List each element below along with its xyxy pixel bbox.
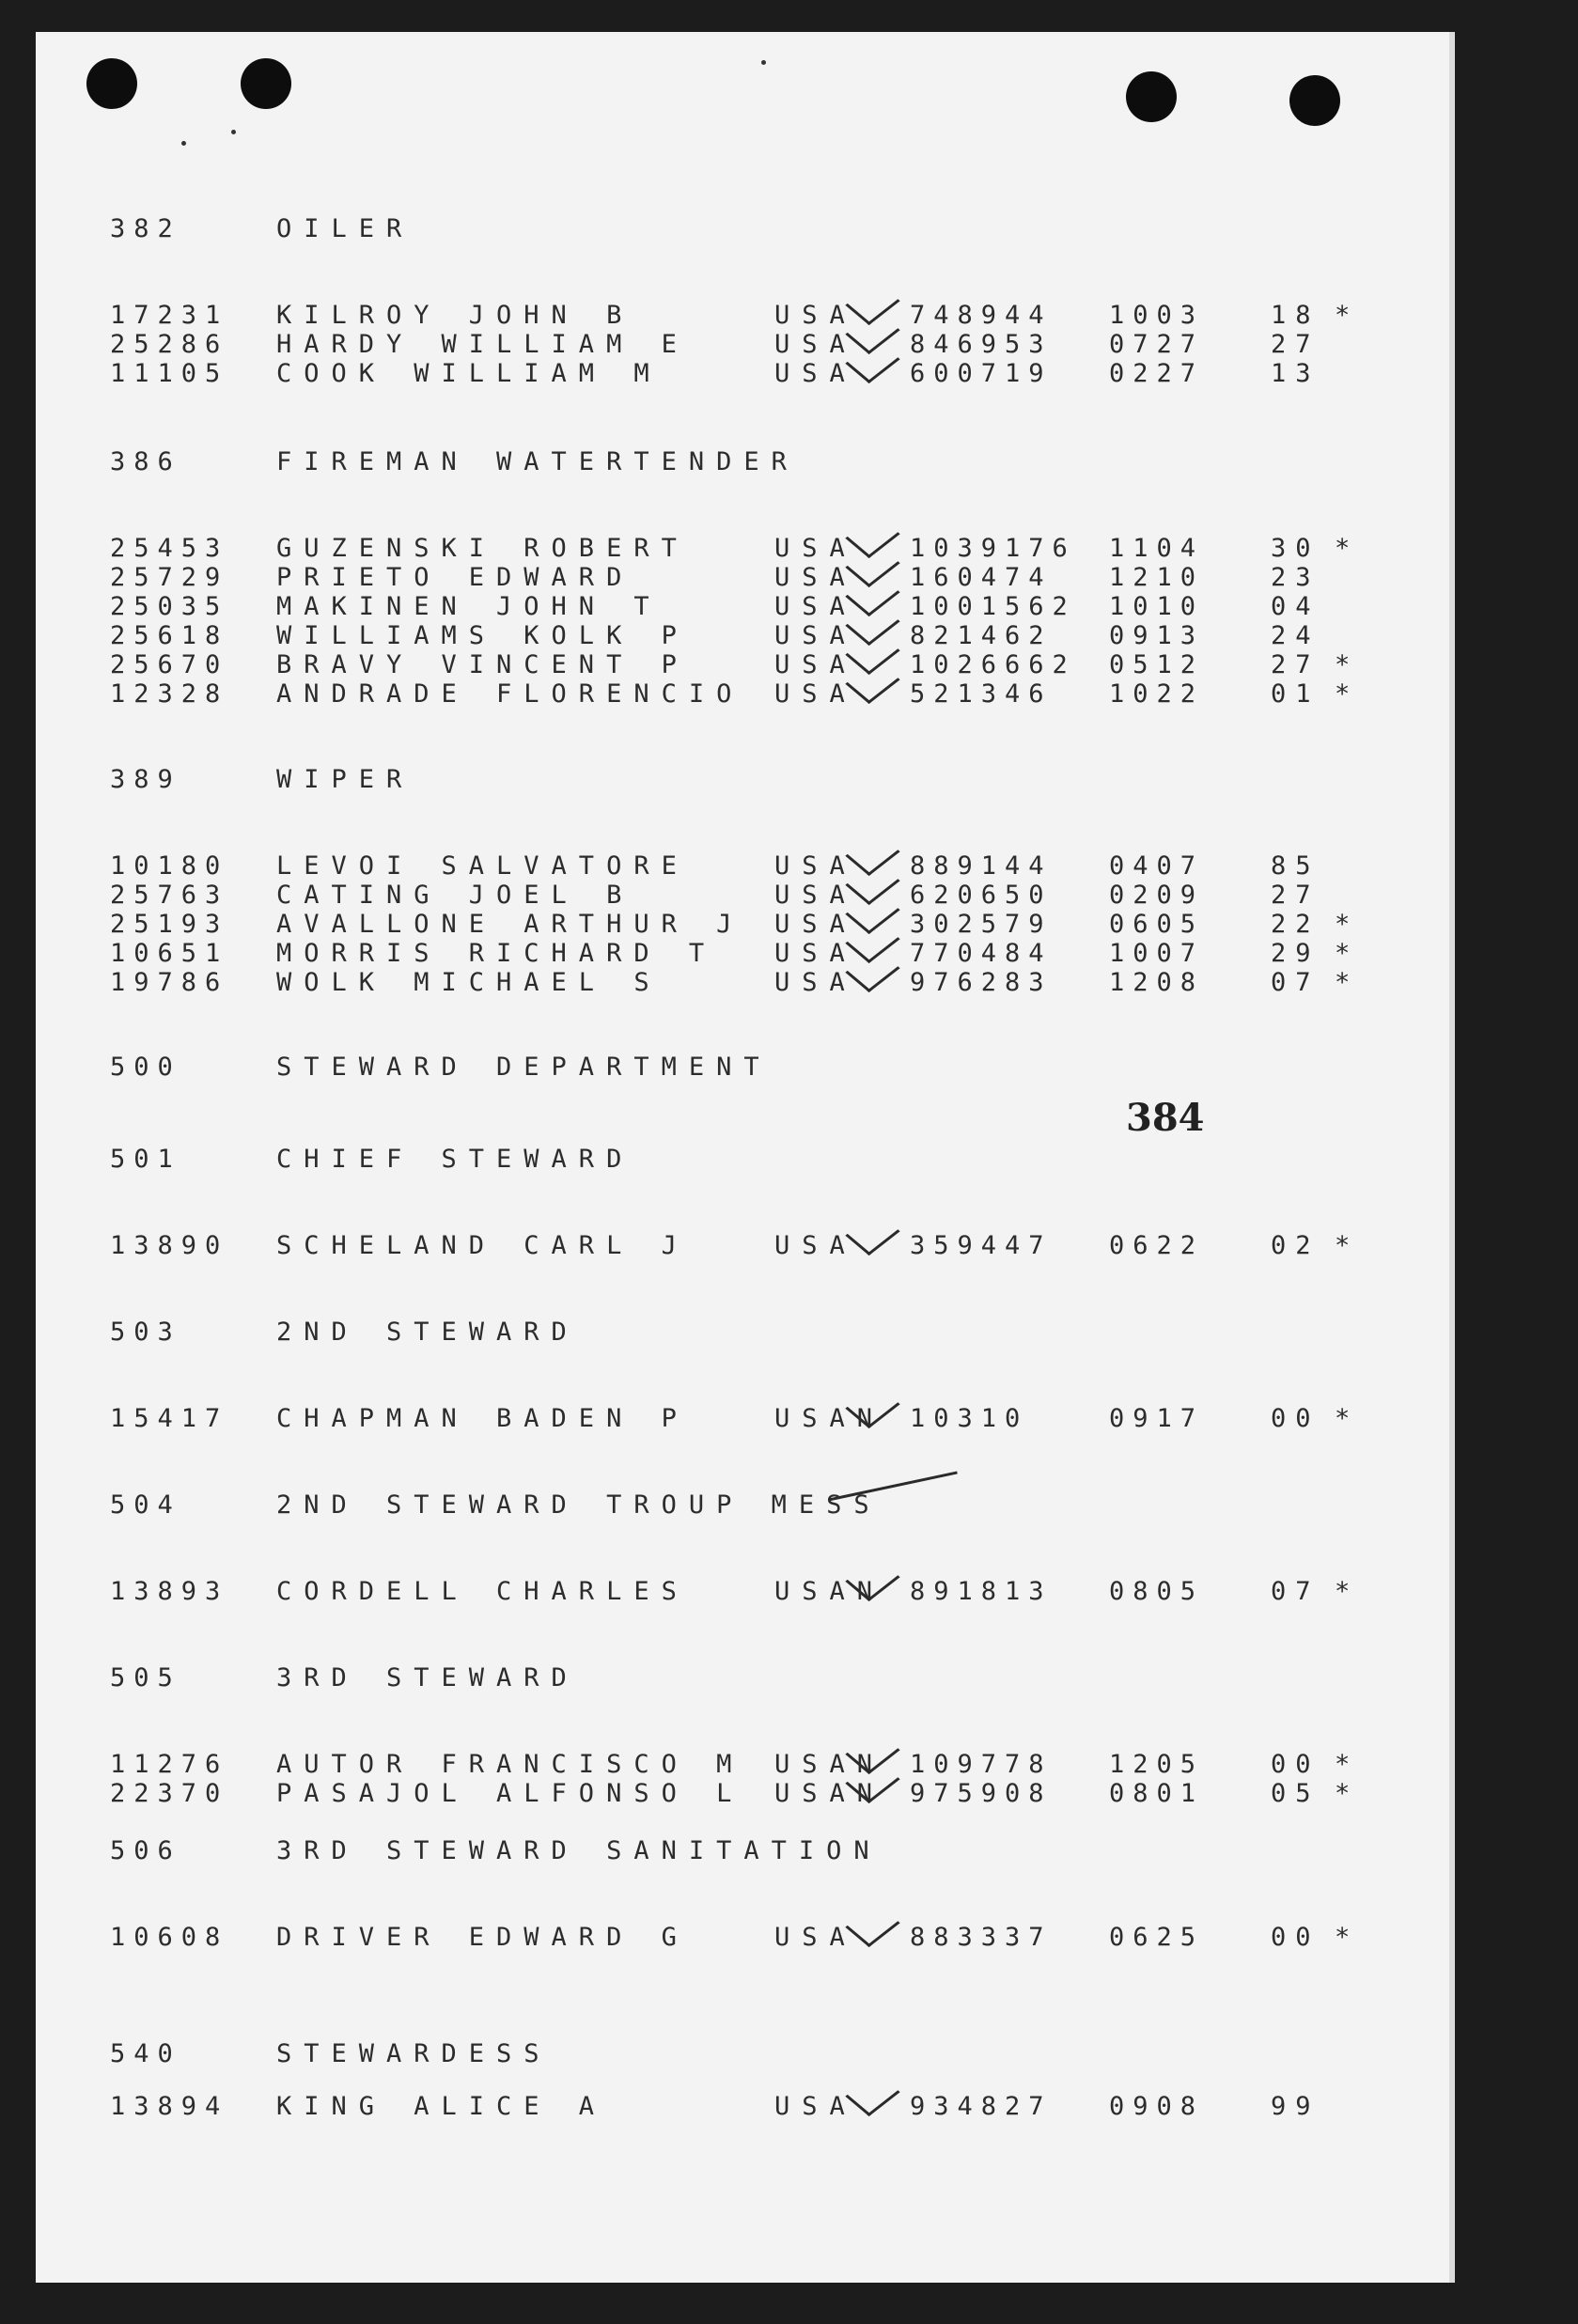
- days-count: 04: [1271, 592, 1320, 621]
- days-count: 27: [1271, 881, 1320, 910]
- nationality: USA: [774, 968, 857, 997]
- crew-id: 17231: [110, 301, 229, 330]
- section-title: 3RD STEWARD: [276, 1663, 579, 1692]
- date-code: 1104: [1109, 534, 1205, 563]
- date-code: 0801: [1109, 1779, 1205, 1808]
- date-code: 1010: [1109, 592, 1205, 621]
- document-number: 521346: [910, 679, 1053, 709]
- date-code: 0209: [1109, 881, 1205, 910]
- page-stamp: 384: [1126, 1096, 1205, 1140]
- document-number: 846953: [910, 330, 1053, 359]
- crew-name: CHAPMAN BADEN P: [276, 1404, 689, 1433]
- date-code: 1007: [1109, 939, 1205, 968]
- crew-id: 13893: [110, 1577, 229, 1606]
- asterisk-mark: *: [1335, 534, 1351, 563]
- date-code: 1210: [1109, 563, 1205, 592]
- days-count: 30: [1271, 534, 1320, 563]
- section-title: 2ND STEWARD: [276, 1318, 579, 1347]
- days-count: 29: [1271, 939, 1320, 968]
- date-code: 0605: [1109, 910, 1205, 939]
- nationality: USAN: [774, 1779, 885, 1808]
- crew-name: SCHELAND CARL J: [276, 1231, 689, 1260]
- crew-id: 25035: [110, 592, 229, 621]
- section-title: 3RD STEWARD SANITATION: [276, 1836, 882, 1865]
- section-title: 2ND STEWARD TROUP MESS: [276, 1490, 882, 1520]
- document-number: 10310: [910, 1404, 1029, 1433]
- document-number: 302579: [910, 910, 1053, 939]
- nationality: USA: [774, 330, 857, 359]
- crew-name: KILROY JOHN B: [276, 301, 634, 330]
- days-count: 02: [1271, 1231, 1320, 1260]
- days-count: 27: [1271, 650, 1320, 679]
- asterisk-mark: *: [1335, 1779, 1351, 1808]
- crew-name: WILLIAMS KOLK P: [276, 621, 689, 650]
- date-code: 0917: [1109, 1404, 1205, 1433]
- nationality: USAN: [774, 1404, 885, 1433]
- crew-name: ANDRADE FLORENCIO: [276, 679, 744, 709]
- asterisk-mark: *: [1335, 679, 1351, 709]
- crew-name: PASAJOL ALFONSO L: [276, 1779, 744, 1808]
- days-count: 13: [1271, 359, 1320, 388]
- crew-id: 25193: [110, 910, 229, 939]
- crew-name: CATING JOEL B: [276, 881, 634, 910]
- date-code: 1208: [1109, 968, 1205, 997]
- nationality: USA: [774, 592, 857, 621]
- nationality: USA: [774, 301, 857, 330]
- nationality: USA: [774, 359, 857, 388]
- asterisk-mark: *: [1335, 1923, 1351, 1952]
- crew-name: LEVOI SALVATORE: [276, 851, 689, 881]
- section-title: FIREMAN WATERTENDER: [276, 447, 799, 476]
- asterisk-mark: *: [1335, 650, 1351, 679]
- nationality: USA: [774, 534, 857, 563]
- nationality: USA: [774, 1923, 857, 1952]
- nationality: USAN: [774, 1577, 885, 1606]
- section-code: 501: [110, 1145, 181, 1174]
- document-number: 1039176: [910, 534, 1076, 563]
- date-code: 0727: [1109, 330, 1205, 359]
- nationality: USA: [774, 650, 857, 679]
- nationality: USA: [774, 563, 857, 592]
- nationality: USA: [774, 679, 857, 709]
- section-code: 386: [110, 447, 181, 476]
- date-code: 1003: [1109, 301, 1205, 330]
- document-number: 975908: [910, 1779, 1053, 1808]
- crew-id: 22370: [110, 1779, 229, 1808]
- days-count: 07: [1271, 968, 1320, 997]
- crew-id: 25670: [110, 650, 229, 679]
- days-count: 18: [1271, 301, 1320, 330]
- section-code: 506: [110, 1836, 181, 1865]
- days-count: 00: [1271, 1404, 1320, 1433]
- document-number: 1026662: [910, 650, 1076, 679]
- section-title: WIPER: [276, 765, 414, 794]
- crew-name: AVALLONE ARTHUR J: [276, 910, 744, 939]
- crew-id: 13894: [110, 2092, 229, 2121]
- crew-id: 13890: [110, 1231, 229, 1260]
- document-number: 889144: [910, 851, 1053, 881]
- days-count: 27: [1271, 330, 1320, 359]
- crew-id: 11276: [110, 1750, 229, 1779]
- days-count: 85: [1271, 851, 1320, 881]
- asterisk-mark: *: [1335, 1404, 1351, 1433]
- asterisk-mark: *: [1335, 1750, 1351, 1779]
- crew-id: 10651: [110, 939, 229, 968]
- date-code: 1205: [1109, 1750, 1205, 1779]
- asterisk-mark: *: [1335, 910, 1351, 939]
- asterisk-mark: *: [1335, 1577, 1351, 1606]
- asterisk-mark: *: [1335, 939, 1351, 968]
- nationality: USAN: [774, 1750, 885, 1779]
- date-code: 0407: [1109, 851, 1205, 881]
- document-number: 891813: [910, 1577, 1053, 1606]
- document-number: 770484: [910, 939, 1053, 968]
- document-number: 748944: [910, 301, 1053, 330]
- crew-name: HARDY WILLIAM E: [276, 330, 689, 359]
- date-code: 0512: [1109, 650, 1205, 679]
- nationality: USA: [774, 621, 857, 650]
- days-count: 07: [1271, 1577, 1320, 1606]
- date-code: 0227: [1109, 359, 1205, 388]
- section-code: 389: [110, 765, 181, 794]
- crew-name: WOLK MICHAEL S: [276, 968, 662, 997]
- date-code: 0625: [1109, 1923, 1205, 1952]
- section-code: 540: [110, 2039, 181, 2068]
- crew-id: 25729: [110, 563, 229, 592]
- date-code: 0908: [1109, 2092, 1205, 2121]
- document-number: 160474: [910, 563, 1053, 592]
- date-code: 1022: [1109, 679, 1205, 709]
- crew-id: 25763: [110, 881, 229, 910]
- date-code: 0913: [1109, 621, 1205, 650]
- crew-id: 12328: [110, 679, 229, 709]
- asterisk-mark: *: [1335, 968, 1351, 997]
- crew-id: 19786: [110, 968, 229, 997]
- crew-id: 11105: [110, 359, 229, 388]
- nationality: USA: [774, 939, 857, 968]
- crew-name: DRIVER EDWARD G: [276, 1923, 689, 1952]
- section-title: OILER: [276, 214, 414, 243]
- section-code: 503: [110, 1318, 181, 1347]
- nationality: USA: [774, 1231, 857, 1260]
- document-number: 934827: [910, 2092, 1053, 2121]
- section-code: 500: [110, 1053, 181, 1082]
- crew-id: 25453: [110, 534, 229, 563]
- days-count: 05: [1271, 1779, 1320, 1808]
- section-code: 505: [110, 1663, 181, 1692]
- days-count: 24: [1271, 621, 1320, 650]
- crew-name: MAKINEN JOHN T: [276, 592, 662, 621]
- crew-name: CORDELL CHARLES: [276, 1577, 689, 1606]
- section-title: CHIEF STEWARD: [276, 1145, 634, 1174]
- crew-id: 25286: [110, 330, 229, 359]
- asterisk-mark: *: [1335, 1231, 1351, 1260]
- nationality: USA: [774, 2092, 857, 2121]
- section-code: 504: [110, 1490, 181, 1520]
- crew-id: 15417: [110, 1404, 229, 1433]
- days-count: 23: [1271, 563, 1320, 592]
- crew-name: GUZENSKI ROBERT: [276, 534, 689, 563]
- crew-id: 25618: [110, 621, 229, 650]
- section-title: STEWARD DEPARTMENT: [276, 1053, 772, 1082]
- document-number: 359447: [910, 1231, 1053, 1260]
- section-title: STEWARDESS: [276, 2039, 552, 2068]
- crew-name: PRIETO EDWARD: [276, 563, 634, 592]
- section-code: 382: [110, 214, 181, 243]
- document-number: 976283: [910, 968, 1053, 997]
- nationality: USA: [774, 910, 857, 939]
- nationality: USA: [774, 851, 857, 881]
- crew-name: MORRIS RICHARD T: [276, 939, 717, 968]
- asterisk-mark: *: [1335, 301, 1351, 330]
- crew-name: KING ALICE A: [276, 2092, 607, 2121]
- crew-name: AUTOR FRANCISCO M: [276, 1750, 744, 1779]
- days-count: 00: [1271, 1750, 1320, 1779]
- crew-id: 10180: [110, 851, 229, 881]
- date-code: 0805: [1109, 1577, 1205, 1606]
- crew-id: 10608: [110, 1923, 229, 1952]
- days-count: 00: [1271, 1923, 1320, 1952]
- document-number: 883337: [910, 1923, 1053, 1952]
- nationality: USA: [774, 881, 857, 910]
- days-count: 99: [1271, 2092, 1320, 2121]
- days-count: 01: [1271, 679, 1320, 709]
- document-number: 109778: [910, 1750, 1053, 1779]
- days-count: 22: [1271, 910, 1320, 939]
- crew-name: BRAVY VINCENT P: [276, 650, 689, 679]
- crew-name: COOK WILLIAM M: [276, 359, 662, 388]
- document-number: 620650: [910, 881, 1053, 910]
- document-number: 1001562: [910, 592, 1076, 621]
- document-number: 600719: [910, 359, 1053, 388]
- date-code: 0622: [1109, 1231, 1205, 1260]
- document-number: 821462: [910, 621, 1053, 650]
